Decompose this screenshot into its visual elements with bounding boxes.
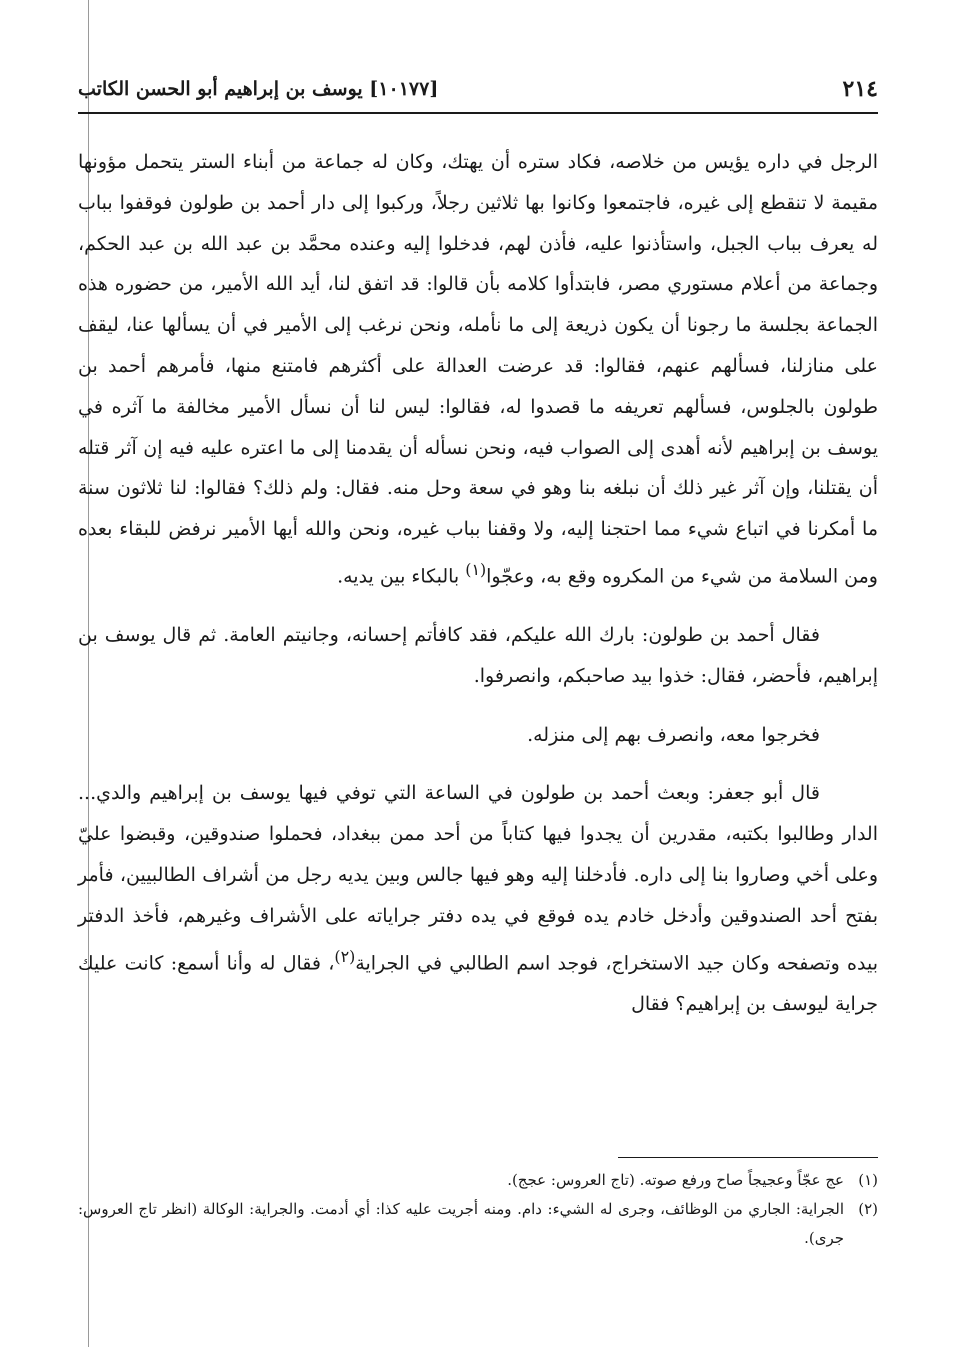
paragraph-4-end: ، فقال له وأنا أسمع: كانت عليك جراية ليوسف بن إبراهيم؟ فقال <box>78 952 878 1015</box>
footnote-ref-2: (٢) <box>334 946 356 966</box>
main-text <box>78 142 878 1043</box>
footnote-text: الجراية: الجاري من الوظائف، وجرى له الشيء: دام. ومنه أجريت عليه كذا: أي أدمت. والجراية: الوكالة (انظر تاج العروس: جرى). <box>78 1200 844 1247</box>
footnote-2 <box>78 1195 878 1253</box>
footnotes <box>78 1166 878 1253</box>
footnote-number: (١) <box>858 1171 878 1189</box>
paragraph-1 <box>78 142 878 597</box>
paragraph-2: فقال أحمد بن طولون: بارك الله عليكم، فقد كافأتم إحسانه، وجانيتم العامة. ثم قال يوسف بن إبراهيم، فأحضر، فقال: خذوا بيد صاحبكم، وانصرفوا. <box>78 624 878 687</box>
footnote-number: (٢) <box>858 1200 878 1218</box>
paragraph-4-text: قال أبو جعفر: وبعث أحمد بن طولون في الساعة التي توفي فيها يوسف بن إبراهيم والدي... الدار وطالبوا بكتبه، مقدرين أن يجدوا فيها كتاباً من أحد ممن ببغداد، فحملوا صندوقين، وقبضوا عليّ وعلى أخي وصاروا بنا إلى داره. فأدخلنا إليه وهو فيها جالس وبين يديه رجل من أشراف الطالبيين، فأمر بفتح أحد الصندوقين وأدخل خادم يده فوقع في يده دفتر جراياته على الأشراف وغيرهم، فأخذ الدفتر بيده وتصفحه وكان جيد الاستخراج، فوجد اسم الطالبي في الجراية <box>78 782 878 974</box>
header-rule <box>78 112 878 114</box>
footnote-separator <box>618 1157 878 1158</box>
paragraph-3: فخرجوا معه، وانصرف بهم إلى منزله. <box>527 723 820 746</box>
running-title: [١٠١٧٧] يوسف بن إبراهيم أبو الحسن الكاتب <box>78 78 439 100</box>
footnote-1 <box>78 1166 878 1195</box>
footnote-ref-1: (١) <box>465 559 487 579</box>
page-header <box>78 76 878 110</box>
paragraph-1-end: بالبكاء بين يديه. <box>337 565 466 588</box>
footnote-text: عج عجّاً وعجيجاً صاح ورفع صوته. (تاج العروس: عجج). <box>507 1171 844 1189</box>
paragraph-1-text: الرجل في داره يؤيس من خلاصه، فكاد ستره أن يهتك، وكان له جماعة من أبناء الستر يتحمل مؤونها مقيمة لا تنقطع إلى غيره، فاجتمعوا وكانوا بها ثلاثين رجلاً، وركبوا إلى دار أحمد بن طولون فوقفوا بباب له يعرف بباب الجبل، واستأذنوا عليه، فأذن لهم، فدخلوا إليه وعنده محمَّد بن عبد الله بن عبد الحكم، وجماعة من أعلام مستوري مصر، فابتدأوا كلامه بأن قالوا: قد اتفق لنا، أيد الله الأمير، من حضوره هذه الجماعة بجلسة ما رجونا أن يكون ذريعة إلى ما نأمله، ونحن نرغب إلى الأمير في أن يسألها عنا، ليقف على منازلنا، فسألهم عنهم، فقالوا: قد عرضت العدالة على أكثرهم فامتنع منها، فأمرهم أحمد بن طولون بالجلوس، فسألهم تعريفه ما قصدوا له، فقالوا: ليس لنا أن نسأل الأمير مخالفة ما آثره في يوسف بن إبراهيم لأنه أهدى إلى الصواب فيه، ونحن نسأله أن يقدمنا إلى ما اعتره عليه فيه إن آثر قتله أن يقتلنا، وإن آثر غير ذلك أن نبلغه بنا وهو في سعة وحل منه. فقال: ولم ذلك؟ فقالوا: لنا ثلاثون سنة ما أمكرنا في اتباع شيء مما احتجنا إليه، ولا وقفنا بباب غيره، ونحن والله أيها الأمير نرفض للبقاء بعده ومن السلامة من شيء من المكروه وقع به، وعجّوا <box>78 151 878 588</box>
page-number: ٢١٤ <box>842 76 878 102</box>
paragraph-4 <box>78 773 878 1024</box>
